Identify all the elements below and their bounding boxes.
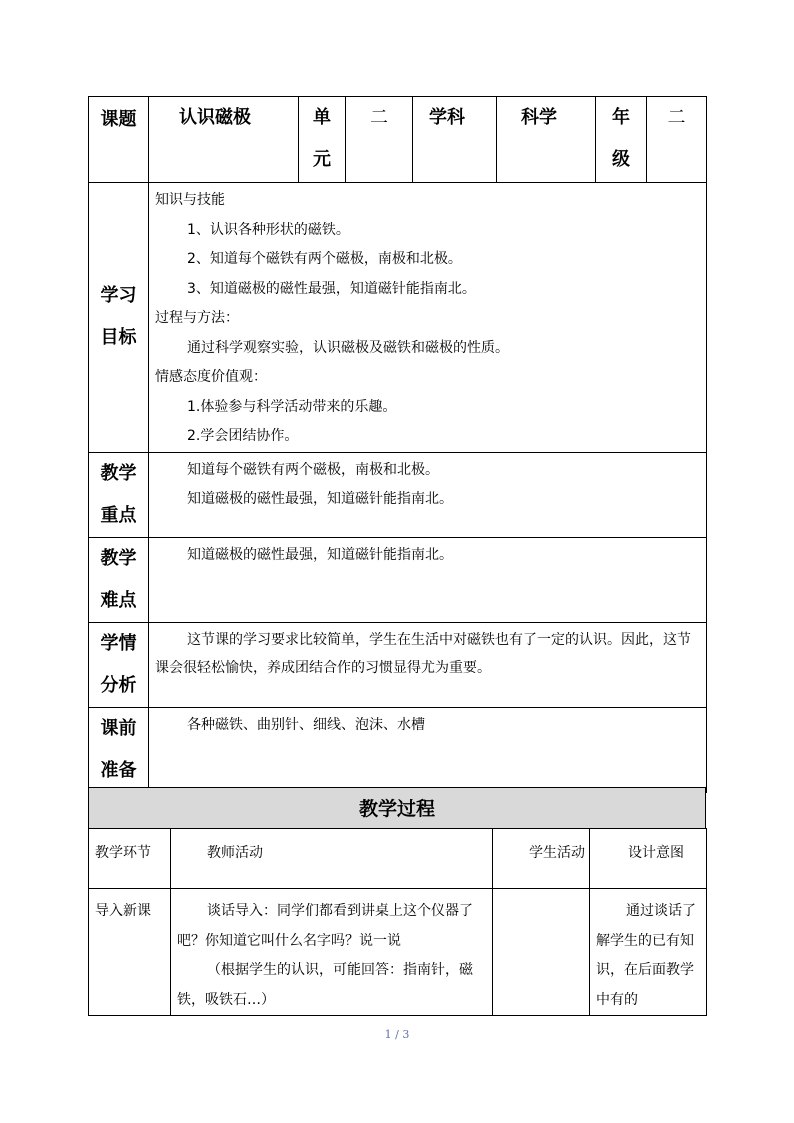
topic-label: 课题 <box>89 97 149 183</box>
page-number: 1 / 3 <box>384 1028 410 1041</box>
subject-value: 科学 <box>497 97 596 183</box>
knowledge-heading: 知识与技能 <box>155 192 225 208</box>
teacher-activity-note: （根据学生的认识，可能回答：指南针，磁铁，吸铁石…） <box>177 962 473 1008</box>
stage-cell: 导入新课 <box>89 889 171 1016</box>
subject-label: 学科 <box>413 97 497 183</box>
student-activity-cell <box>493 889 590 1016</box>
analysis-label-line-2: 分析 <box>100 674 137 696</box>
key-points-label-line-1: 教学 <box>100 462 137 484</box>
grade-label-line-2: 级 <box>612 149 630 170</box>
key-points-label-line-2: 重点 <box>100 504 137 526</box>
analysis-row <box>89 622 707 707</box>
objectives-label <box>89 183 149 453</box>
grade-value: 二 <box>647 97 707 183</box>
grade-label <box>596 97 647 183</box>
table-row <box>89 889 707 1016</box>
col-header-stage: 教学环节 <box>89 829 171 889</box>
grade-label-line-1: 年 <box>612 107 630 128</box>
difficulties-content <box>149 537 707 622</box>
preparation-label-line-2: 准备 <box>100 759 137 781</box>
analysis-label-line-1: 学情 <box>100 632 137 654</box>
preparation-label <box>89 707 149 792</box>
objectives-content <box>149 183 707 453</box>
key-point-line: 知道磁极的磁性最强，知道磁针能指南北。 <box>187 491 453 507</box>
preparation-row <box>89 707 707 792</box>
attitude-heading: 情感态度价值观： <box>155 369 267 385</box>
topic-value: 认识磁极 <box>149 97 299 183</box>
difficulties-label <box>89 537 149 622</box>
unit-label-line-2: 元 <box>313 149 331 170</box>
process-header-row <box>89 829 707 889</box>
knowledge-item: 2、知道每个磁铁有两个磁极，南极和北极。 <box>187 251 462 267</box>
objectives-row <box>89 183 707 453</box>
col-header-teacher: 教师活动 <box>171 829 493 889</box>
process-item: 通过科学观察实验，认识磁极及磁铁和磁极的性质。 <box>187 339 509 356</box>
key-points-label <box>89 452 149 537</box>
design-intent-cell: 通过谈话了解学生的已有知识，在后面教学中有的 <box>590 889 707 1016</box>
preparation-content <box>149 707 707 792</box>
key-point-line: 知道每个磁铁有两个磁极，南极和北极。 <box>187 461 439 478</box>
difficulty-line: 知道磁极的磁性最强，知道磁针能指南北。 <box>187 546 453 563</box>
attitude-item: 1.体验参与科学活动带来的乐趣。 <box>187 398 397 415</box>
teacher-activity-text: 谈话导入：同学们都看到讲桌上这个仪器了吧？你知道它叫什么名字吗？说一说 <box>177 903 473 949</box>
process-heading: 过程与方法： <box>155 310 239 326</box>
teacher-activity-cell <box>171 889 493 1016</box>
preparation-label-line-1: 课前 <box>100 717 137 739</box>
preparation-text: 各种磁铁、曲别针、细线、泡沫、水槽 <box>187 716 425 733</box>
knowledge-item: 3、知道磁极的磁性最强，知道磁针能指南北。 <box>187 280 476 297</box>
col-header-intent: 设计意图 <box>590 829 707 889</box>
key-points-content <box>149 452 707 537</box>
key-points-row <box>89 452 707 537</box>
lesson-info-table <box>88 96 707 793</box>
process-title: 教学过程 <box>88 787 706 829</box>
difficulties-label-line-2: 难点 <box>100 589 137 611</box>
unit-label <box>299 97 346 183</box>
analysis-text: 这节课的学习要求比较简单，学生在生活中对磁铁也有了一定的认识。因此，这节课会很轻松愉快，养成团结合作的习惯显得尤为重要。 <box>155 631 691 676</box>
difficulties-row <box>89 537 707 622</box>
difficulties-label-line-1: 教学 <box>100 547 137 569</box>
process-table <box>88 828 707 1016</box>
unit-label-line-1: 单 <box>313 107 331 128</box>
col-header-student: 学生活动 <box>493 829 590 889</box>
unit-value: 二 <box>346 97 413 183</box>
analysis-label <box>89 622 149 707</box>
analysis-content <box>149 622 707 707</box>
attitude-item: 2.学会团结协作。 <box>187 428 299 444</box>
header-row <box>89 97 707 183</box>
objectives-label-line-2: 目标 <box>100 327 137 349</box>
objectives-label-line-1: 学习 <box>100 285 137 307</box>
knowledge-item: 1、认识各种形状的磁铁。 <box>187 221 350 238</box>
